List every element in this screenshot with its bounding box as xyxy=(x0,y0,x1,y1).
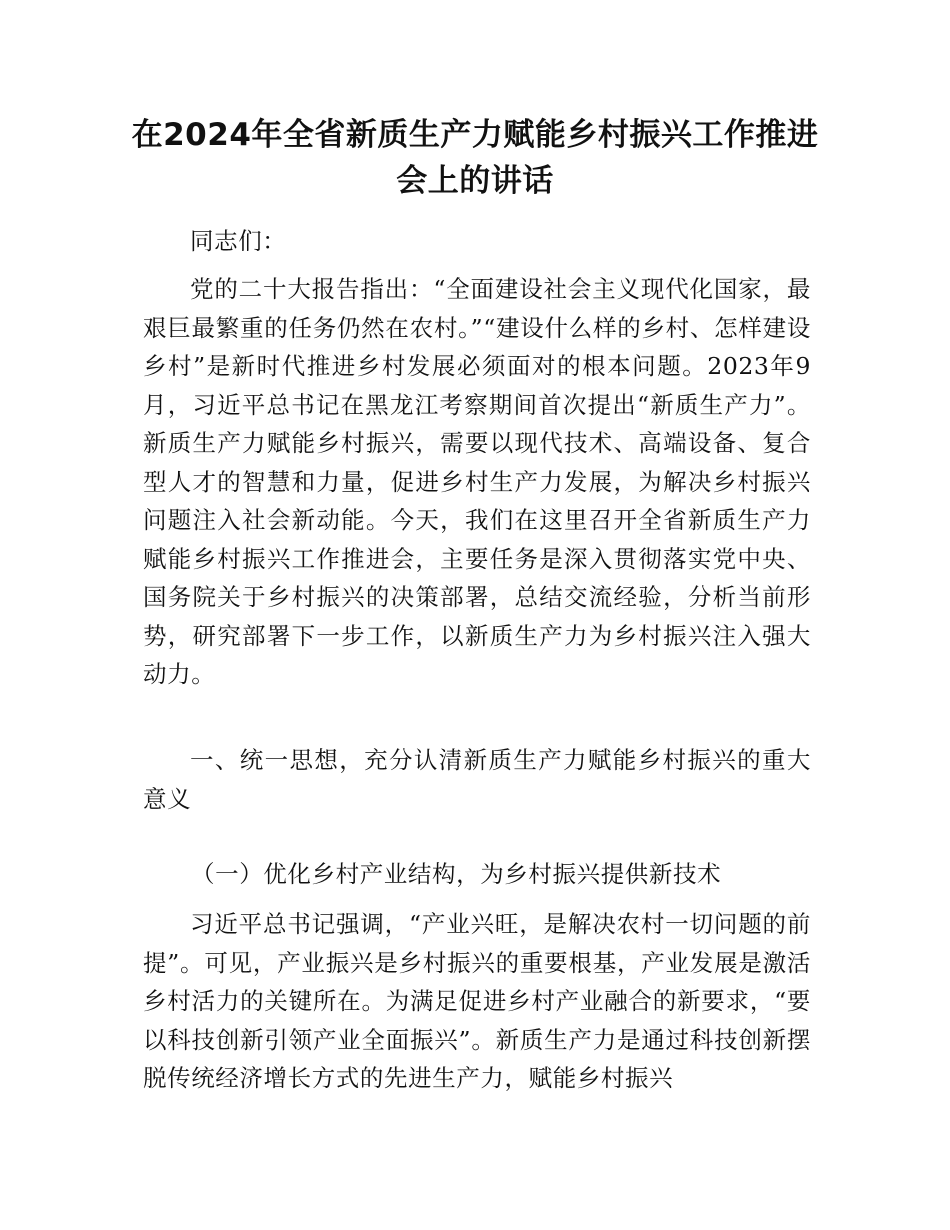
salutation: 同志们： xyxy=(190,227,287,255)
section-heading-1: 一、统一思想，充分认清新质生产力赋能乡村振兴的重大意义 xyxy=(143,746,811,813)
paragraph-intro: 党的二十大报告指出：“全面建设社会主义现代化国家，最艰巨最繁重的任务仍然在农村。”“建设什么样的乡村、怎样建设乡村”是新时代推进乡村发展必须面对的根本问题。2023年9月，习近平总书记在黑龙江考察期间首次提出“新质生产力”。新质生产力赋能乡村振兴，需要以现代技术、高端设备、复合型人才的智慧和力量，促进乡村生产力发展，为解决乡村振兴问题注入社会新动能。今天，我们在这里召开全省新质生产力赋能乡村振兴工作推进会，主要任务是深入贯彻落实党中央、国务院关于乡村振兴的决策部署，总结交流经验，分析当前形势，研究部署下一步工作，以新质生产力为乡村振兴注入强大动力。 xyxy=(143,275,811,688)
document-title: 在2024年全省新质生产力赋能乡村振兴工作推进会上的讲话 xyxy=(131,117,819,199)
subsection-heading-1-1: （一）优化乡村产业结构，为乡村振兴提供新技术 xyxy=(191,860,722,888)
paragraph-industry: 习近平总书记强调，“产业兴旺，是解决农村一切问题的前提”。可见，产业振兴是乡村振兴的重要根基，产业发展是激活乡村活力的关键所在。为满足促进乡村产业融合的新要求，“要以科技创新引领产业全面振兴”。新质生产力是通过科技创新摆脱传统经济增长方式的先进生产力，赋能乡村振兴 xyxy=(143,910,811,1092)
